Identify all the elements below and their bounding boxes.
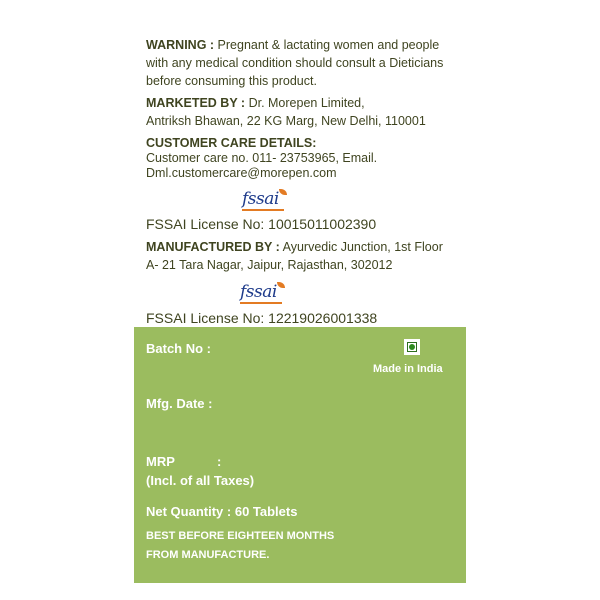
best-before-line2: FROM MANUFACTURE. — [146, 549, 270, 561]
veg-mark-icon — [404, 339, 420, 355]
manufactured-by-text — [146, 238, 443, 274]
customer-care-line1: Customer care no. 011- 23753965, Email. — [146, 151, 378, 165]
customer-care-label: CUSTOMER CARE DETAILS: — [146, 136, 317, 150]
warning-line2: with any medical condition should consult a Dieticians — [146, 56, 444, 70]
customer-care-line2: Dml.customercare@morepen.com — [146, 166, 337, 180]
warning-line3: before consuming this product. — [146, 74, 317, 88]
mrp-label: MRP — [146, 454, 175, 469]
marketed-by-line2: Antriksh Bhawan, 22 KG Marg, New Delhi, 110001 — [146, 114, 426, 128]
fssai-logo-icon: fssai — [242, 189, 290, 213]
warning-label: WARNING : — [146, 38, 215, 52]
marketed-by-label: MARKETED BY : — [146, 96, 246, 110]
mrp-colon: : — [217, 454, 222, 469]
manufactured-by-line1: Ayurvedic Junction, 1st Floor — [282, 240, 443, 254]
marketed-by-text — [146, 94, 426, 130]
net-quantity-label: Net Quantity : 60 Tablets — [146, 504, 298, 519]
fssai-license-2: FSSAI License No: 12219026001338 — [146, 310, 378, 326]
manufactured-by-line2: A- 21 Tara Nagar, Jaipur, Rajasthan, 302012 — [146, 258, 393, 272]
best-before-line1: BEST BEFORE EIGHTEEN MONTHS — [146, 530, 335, 542]
mfg-date-label: Mfg. Date : — [146, 396, 213, 411]
warning-text — [146, 36, 443, 90]
made-in-india-label: Made in India — [373, 363, 443, 375]
warning-line1: Pregnant & lactating women and people — [217, 38, 440, 52]
customer-care-text — [146, 136, 377, 181]
manufactured-by-label: MANUFACTURED BY : — [146, 240, 280, 254]
batch-no-label: Batch No : — [146, 341, 211, 356]
batch-info-panel — [134, 327, 466, 583]
fssai-logo-icon-2: fssai — [240, 282, 288, 306]
incl-taxes-label: (Incl. of all Taxes) — [146, 473, 255, 488]
marketed-by-line1: Dr. Morepen Limited, — [248, 96, 365, 110]
fssai-license-1: FSSAI License No: 10015011002390 — [146, 216, 377, 232]
